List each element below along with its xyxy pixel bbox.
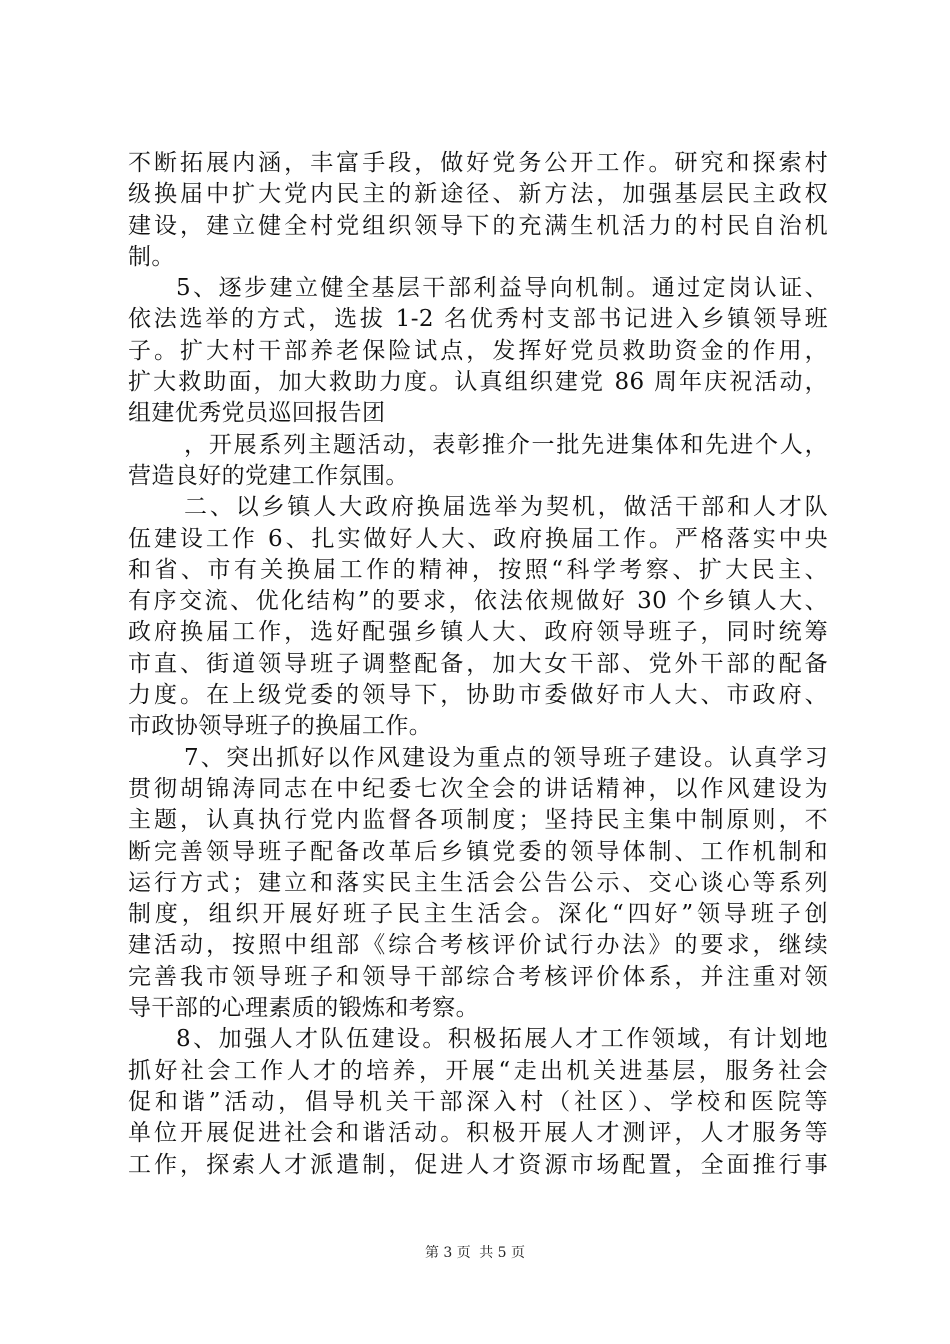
text-line: 完善我市领导班子和领导干部综合考核评价体系，并注重对领 [128, 963, 828, 990]
text-line: 有序交流、优化结构”的要求，依法依规做好 30 个乡镇人大、 [128, 588, 828, 615]
text-line: 促和谐”活动，倡导机关干部深入村（社区）、学校和医院等 [128, 1088, 828, 1115]
text-line: 制。 [128, 243, 175, 270]
page-footer [0, 1243, 950, 1263]
text-line: 贯彻胡锦涛同志在中纪委七次全会的讲话精神，以作风建设为 [128, 775, 828, 802]
text-line: 市直、街道领导班子调整配备，加大女干部、党外干部的配备 [128, 650, 828, 677]
text-line: 建活动，按照中组部《综合考核评价试行办法》的要求，继续 [128, 932, 828, 959]
text-line: 抓好社会工作人才的培养，开展“走出机关进基层，服务社会 [128, 1057, 828, 1084]
text-line: 扩大救助面，加大救助力度。认真组织建党 86 周年庆祝活动， [128, 369, 828, 396]
text-line: 力度。在上级党委的领导下，协助市委做好市人大、市政府、 [128, 682, 828, 709]
text-line: 8、加强人才队伍建设。积极拓展人才工作领域，有计划地 [176, 1026, 828, 1053]
text-line: 依法选举的方式，选拔 1-2 名优秀村支部书记进入乡镇领导班 [128, 306, 828, 333]
document-body [128, 148, 828, 1181]
text-line: 不断拓展内涵，丰富手段，做好党务公开工作。研究和探索村 [128, 150, 828, 176]
text-line: 单位开展促进社会和谐活动。积极开展人才测评，人才服务等 [128, 1120, 828, 1147]
text-line: 级换届中扩大党内民主的新途径、新方法，加强基层民主政权 [128, 181, 828, 208]
page-number: 第 3 页 [424, 1245, 471, 1261]
text-line: 制度，组织开展好班子民主生活会。深化“四好”领导班子创 [128, 901, 828, 928]
text-line: ，开展系列主题活动，表彰推介一批先进集体和先进个人， [184, 431, 828, 458]
text-line: 7、突出抓好以作风建设为重点的领导班子建设。认真学习 [184, 744, 828, 771]
text-line: 运行方式；建立和落实民主生活会公告公示、交心谈心等系列 [128, 869, 828, 896]
text-line: 断完善领导班子配备改革后乡镇党委的领导体制、工作机制和 [128, 838, 828, 865]
text-line: 市政协领导班子的换届工作。 [128, 713, 433, 740]
text-line: 子。扩大村干部养老保险试点，发挥好党员救助资金的作用， [128, 337, 828, 364]
text-line: 和省、市有关换届工作的精神，按照“科学考察、扩大民主、 [128, 556, 828, 583]
text-line: 建设，建立健全村党组织领导下的充满生机活力的村民自治机 [128, 212, 828, 239]
text-line: 营造良好的党建工作氛围。 [128, 462, 409, 489]
text-line: 主题，认真执行党内监督各项制度；坚持民主集中制原则，不 [128, 807, 828, 834]
text-line: 工作，探索人才派遣制，促进人才资源市场配置，全面推行事 [128, 1151, 828, 1178]
text-line: 导干部的心理素质的锻炼和考察。 [128, 995, 479, 1022]
text-line: 二、以乡镇人大政府换届选举为契机，做活干部和人才队 [184, 494, 828, 521]
page-total: 共 5 页 [479, 1245, 526, 1261]
text-line: 5、逐步建立健全基层干部利益导向机制。通过定岗认证、 [176, 275, 828, 302]
text-line: 组建优秀党员巡回报告团 [128, 400, 386, 427]
text-line: 伍建设工作 6、扎实做好人大、政府换届工作。严格落实中央 [128, 525, 828, 552]
text-line: 政府换届工作，选好配强乡镇人大、政府领导班子，同时统筹 [128, 619, 828, 646]
